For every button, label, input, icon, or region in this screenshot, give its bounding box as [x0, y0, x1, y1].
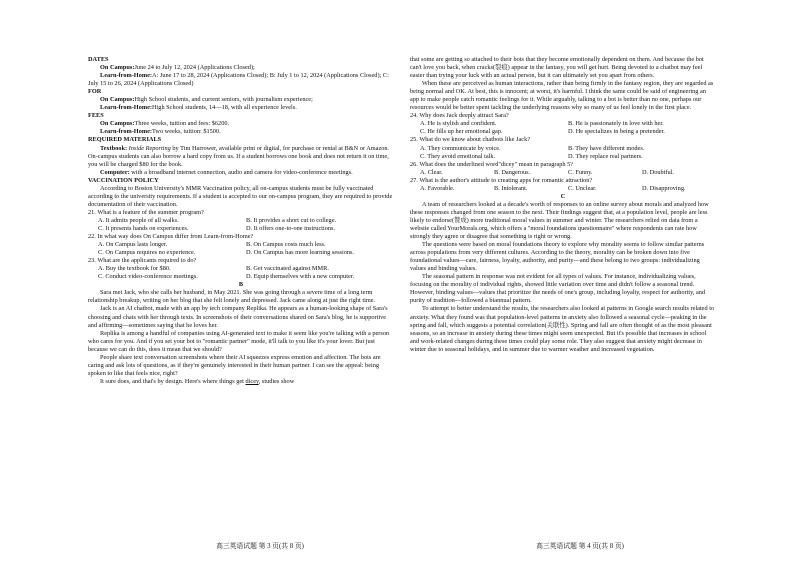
for-heading: FOR — [88, 88, 102, 96]
materials-textbook: Textbook: Inside Reporting by Tim Harrower, available print or digital, for purchase or rental at B&N or Amazon. On-campus students can also borrow a hard copy from us. If a student borrows one book and does not return it on time, you will be charged $80 for the book. — [88, 144, 390, 168]
option[interactable]: A. On Campus lasts longer. — [98, 241, 168, 249]
left-column — [88, 56, 394, 386]
dates-on-campus: On Campus:June 24 to July 12, 2024 (Applications Closed); — [100, 64, 255, 72]
option[interactable]: B. Intolerant. — [494, 184, 528, 192]
passage-c-paragraph-3: The seasonal pattern in response was not evident for all types of values. For instance, individualizing values, focusing on the morality of individual rights, showed little variation over time and didn't follow a seasonal trend. However, binding values—values that prioritize the needs of one's group, including loyalty, respect for authority, and purity of tradition—followed a biannual pattern. — [410, 273, 706, 305]
passage-b-paragraph-4: People share text conversation screenshots where their AI squeezes express emotion and affection. The bots are caring and ask lots of questions, as if they're genuinely interested in their human partner. I can see the appeal: being spoken to like that feels nice, right? — [88, 353, 381, 377]
materials-computer: Computer: with a broadband internet connection, audio and camera for video-conference meetings. — [100, 168, 353, 176]
option[interactable]: A. Clear. — [420, 168, 443, 176]
question-27: 27. What is the author's attitude to creating apps for romantic attraction? — [410, 176, 593, 184]
option[interactable]: B. Dangerous. — [494, 168, 531, 176]
option[interactable]: A. They communicate by voice. — [420, 144, 501, 152]
for-learn-from-home: Learn-from-Home:High School students, 14—18, with all experience levels. — [100, 104, 297, 112]
page-footer-right: 高三英语试题 第 4 页(共 8 页) — [536, 543, 624, 550]
fees-on-campus: On Campus:Three weeks, tuition and fees: $6200. — [100, 120, 230, 128]
for-on-campus: On Campus:High School students, and current seniors, with journalism experience; — [100, 96, 313, 104]
option[interactable]: B. They have different modes. — [568, 144, 645, 152]
section-b-heading: B — [238, 281, 244, 289]
question-23-options — [88, 265, 394, 281]
option[interactable]: A. Favorable. — [420, 184, 455, 192]
option[interactable]: A. He is stylish and confident. — [420, 120, 497, 128]
vaccination-heading: VACCINATION POLICY — [88, 176, 159, 184]
option[interactable]: B. On Campus costs much less. — [246, 241, 326, 249]
option[interactable]: B. Get vaccinated against MMR. — [246, 265, 329, 273]
option[interactable]: A. It admits people of all walks. — [98, 216, 179, 224]
passage-c-paragraph-1: A team of researchers looked at a decade's worth of responses to an online survey about morals and analyzed how these responses changed from one season to the next. Their findings suggest that, at a population level, people are less likely to endorse(赞成) more traditional moral values in summer and winter. The researchers relied on data from a website called YourMorals.org, which offers a "moral foundations questionnaire" where respondents can rate how strongly they agree or disagree that something is right or wrong. — [410, 200, 709, 241]
option[interactable]: C. Funny. — [568, 168, 593, 176]
question-24: 24. Why does Jack deeply attract Sara? — [410, 112, 509, 120]
option[interactable]: D. Doubtful. — [642, 168, 675, 176]
passage-b-paragraph-5-cont: that some are getting so attached to their bots that they become emotionally dependent on them. And because the bot can't love you back, when cracks(裂痕) appear in the fantasy, you will get hurt. Being devoted to a chatbot may feel easier than trying your luck with an actual person, but it can ultimately set you apart from others. — [410, 56, 704, 80]
question-27-options — [410, 185, 716, 193]
option[interactable]: C. They avoid emotional talk. — [420, 152, 496, 160]
option[interactable]: D. They replace real partners. — [568, 152, 643, 160]
vaccination-body: According to Boston University's MMR Vaccination policy, all on-campus students must be fully vaccinated according to the university requirements. If a student is accepted to our on-campus program, they are required to provide documentation of their vaccination. — [88, 184, 393, 208]
section-c-heading: C — [560, 192, 566, 200]
passage-b-paragraph-3: Replika is among a handful of companies using AI-generated text to make it seem like you're talking with a person who cares for you. And if you set your bot to "romantic partner" mode, it'll talk to you like it's your lover. But just because we can do this, does it mean that we should? — [88, 329, 390, 353]
option[interactable]: C. Conduct video-conference meetings. — [98, 273, 198, 281]
option[interactable]: C. He fills up her emotional gap. — [420, 128, 503, 136]
question-23: 23. What are the applicants required to do? — [88, 257, 197, 265]
question-22-options — [88, 241, 394, 257]
passage-b-paragraph-1: Sara met Jack, who she calls her husband, in May 2021. She was going through a severe time of a long term relationship breakup, writing on her blog that she felt lonely and depressed. Jack came along at just the right time. — [88, 289, 376, 305]
fees-heading: FEES — [88, 112, 104, 120]
question-21: 21. What is a feature of the summer program? — [88, 208, 204, 216]
option[interactable]: B. He is passionately in love with her. — [568, 120, 664, 128]
option[interactable]: C. It presents hands on experiences. — [98, 224, 189, 232]
passage-b-paragraph-2: Jack is an AI chatbot, made with an app by tech company Replika. He appears as a human-looking shape of Sara's choosing and chats with her through texts. In screenshots of their conversations shared on Sara's blog, he is supportive and affirming—sometimes saying that he loves her. — [88, 305, 388, 329]
question-26: 26. What does the underlined word"dicey" mean in paragraph 5? — [410, 160, 574, 168]
passage-b-paragraph-6: When these are perceived as human interactions, rather than being firmly in the fantasy region, they are regarded as being normal and OK. At best, this is innocent; at worst, it's harmful. I think the same could be said of engineering an app to make people catch romantic feelings for it. While arguably, talking to a bot is better than no one, perhaps our resources would be better spent tackling the underlying reasons why so many of us feel lonely in the first place. — [410, 80, 714, 112]
question-21-options — [88, 217, 394, 233]
question-22: 22. In what way does On Campus differ from Learn-from-Home? — [88, 233, 254, 241]
question-26-options — [410, 169, 716, 177]
materials-heading: REQUIRED MATERIALS — [88, 136, 162, 144]
question-24-options — [410, 120, 716, 136]
option[interactable]: D. It offers one-to-one instructions. — [246, 224, 336, 232]
option[interactable]: D. He specializes in being a pretender. — [568, 128, 665, 136]
dates-heading: DATES — [88, 56, 109, 63]
option[interactable]: D. Equip themselves with a new computer. — [246, 273, 355, 281]
option[interactable]: B. It provides a short cut to college. — [246, 216, 337, 224]
fees-learn-from-home: Learn-from-Home:Two weeks, tuition: $1500. — [100, 128, 221, 136]
page-footer-left: 高三英语试题 第 3 页(共 8 页) — [216, 543, 304, 550]
passage-b-paragraph-5: It sure does, and that's by design. Here's where things get dicey, studies show — [100, 377, 295, 385]
option[interactable]: C. On Campus requires no experience. — [98, 249, 196, 257]
option[interactable]: A. Buy the textbook for $80. — [98, 265, 171, 273]
question-25-options — [410, 145, 716, 161]
right-column — [410, 56, 716, 354]
passage-c-paragraph-4: To attempt to better understand the results, the researchers also looked at patterns in Google search results related to anxiety. What they found was that population-level patterns in anxiety also followed a seasonal cycle—peaking in the spring and fall, which suggests a potential correlation(关联性). Spring and fall are often thought of as the most pleasant seasons, so an increase in anxiety during these times might seem unexpected. But it's possible that increases in school and work-related changes during these times could play some role. They also suggest that anxiety might decrease in winter due to seasonal holidays, and in summer due to warmer weather and increased vegetation. — [410, 305, 715, 353]
passage-c-paragraph-2: The questions were based on moral foundations theory to explore why morality seems to follow similar patterns across populations from very different cultures. According to the theory, morality can be broken down into five foundational values—care, fairness, loyalty, authority, and purity—and these belong to two groups: individualizing values and binding values. — [410, 241, 705, 273]
option[interactable]: D. Disapproving. — [642, 184, 686, 192]
option[interactable]: D. On Campus has more learning sessions. — [246, 249, 355, 257]
underlined-word: dicey — [245, 377, 259, 385]
question-25: 25. What do we know about chatbots like Jack? — [410, 136, 531, 144]
option[interactable]: C. Unclear. — [568, 184, 597, 192]
dates-learn-from-home: Learn-from-Home:A: June 17 to 28, 2024 (Applications Closed); B: July 1 to 12, 2024 (Applications Closed); C: July 15 to 26, 2024 (Applications Closed) — [88, 72, 389, 88]
